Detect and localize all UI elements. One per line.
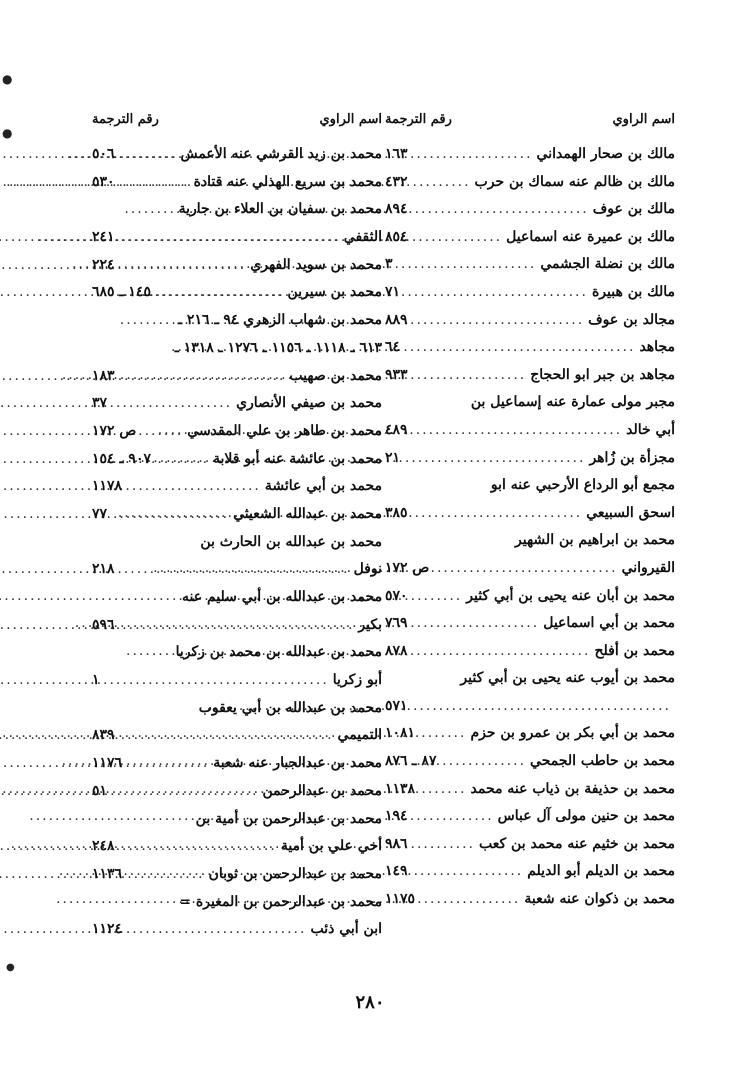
left-entry xyxy=(92,727,382,755)
leader-dots xyxy=(152,783,263,799)
right-column xyxy=(385,105,675,919)
left-entry xyxy=(92,423,382,451)
left-entry xyxy=(92,811,382,839)
margin-mark: ● xyxy=(2,72,13,86)
entry-number: ٥٩٦ xyxy=(92,616,115,633)
left-entry xyxy=(92,451,382,479)
leader-dots xyxy=(445,284,592,300)
left-column-header xyxy=(92,105,382,127)
narrator-name: محمد بن سريع الهذلي عنه قتادة xyxy=(193,173,382,190)
right-entry xyxy=(385,560,675,588)
narrator-name: محمد بن عبدالله بن أبي يعقوب xyxy=(198,699,382,716)
right-entry xyxy=(385,312,675,340)
left-header-number: رقم الترجمة xyxy=(92,112,159,127)
right-entry xyxy=(385,367,675,395)
entry-number: ١٠٨١ xyxy=(385,725,416,742)
entry-number: ٥١ xyxy=(92,782,108,799)
narrator-name: محمد بن ذكوان عنه شعبة xyxy=(524,891,675,908)
margin-mark: ● xyxy=(2,126,13,140)
entry-number: ٣٧ xyxy=(92,395,108,412)
leader-dots xyxy=(445,891,524,907)
narrator-name: محمد بن عبدالرحمن بن ثوبان xyxy=(208,865,382,882)
entry-number: ٥٧١ xyxy=(385,697,408,714)
narrator-name: محمد بن أبي عائشة xyxy=(264,478,382,495)
entry-number: ٨٥٤ xyxy=(385,228,408,245)
left-entry xyxy=(92,368,382,396)
leader-dots xyxy=(152,368,289,384)
entry-number: ٢١٨ xyxy=(92,561,115,578)
leader-dots xyxy=(152,561,354,577)
entry-number: ٢٢٤ xyxy=(92,256,115,273)
leader-dots xyxy=(152,451,213,467)
narrator-name: مجاهد xyxy=(639,339,675,356)
right-entry xyxy=(385,229,675,257)
entry-number: ص ١٧٢ xyxy=(92,422,137,439)
narrator-name: محمد بن سفيان بن العلاء بن جارية xyxy=(178,201,382,218)
entry-number: ٥٧٠ xyxy=(385,587,408,604)
left-entry xyxy=(92,866,382,894)
leader-dots xyxy=(152,478,265,494)
narrator-name: أخي علي بن أمية xyxy=(280,838,382,855)
narrator-name: الثقفي xyxy=(343,229,382,246)
narrator-name: محمد بن سيرين xyxy=(287,284,382,301)
leader-dots xyxy=(445,201,593,217)
entry-number: ٣ xyxy=(385,256,393,273)
narrator-name: مجالد بن عوف xyxy=(588,311,675,328)
right-entry xyxy=(385,394,675,422)
leader-dots xyxy=(445,422,626,438)
right-entry xyxy=(385,339,675,367)
leader-dots xyxy=(445,450,589,466)
narrator-name: محمد بن أبي اسماعيل xyxy=(543,615,675,632)
left-entry xyxy=(92,146,382,174)
leader-dots xyxy=(152,921,310,937)
entry-number: ٥٣٠ xyxy=(92,173,115,190)
leader-dots xyxy=(445,698,675,714)
left-entry xyxy=(92,201,382,229)
narrator-name: محمد بن شهاب الزهري ٩٤ ـ ٢١٦ ـ xyxy=(177,312,382,329)
right-entry xyxy=(385,284,675,312)
right-entry xyxy=(385,477,675,505)
left-entry xyxy=(92,617,382,645)
right-entry xyxy=(385,670,675,698)
entry-number: ٥٠٦ xyxy=(92,146,115,162)
entry-number: ١٨٣ xyxy=(92,367,115,384)
narrator-name: مالك بن ظالم عنه سماك بن حرب xyxy=(474,173,675,190)
leader-dots xyxy=(152,257,250,273)
left-column xyxy=(92,105,382,949)
left-entry xyxy=(92,284,382,312)
narrator-name: ابن أبي ذئب xyxy=(310,921,382,938)
leader-dots xyxy=(445,781,471,797)
right-entry xyxy=(385,450,675,478)
entry-number: ٤٣٢ xyxy=(385,173,408,190)
right-entry xyxy=(385,588,675,616)
leader-dots xyxy=(445,505,586,521)
right-column-header xyxy=(385,105,675,127)
narrator-name: التميمي xyxy=(337,727,382,744)
narrator-name: مجبر مولى عمارة عنه إسماعيل بن xyxy=(470,394,675,411)
leader-dots xyxy=(445,146,537,162)
entry-number: ٩٣٣ xyxy=(385,366,408,383)
entry-number: ٧٦٩ xyxy=(385,615,408,632)
narrator-name: محمد بن عبدالله بن محمد بن زكريا xyxy=(175,644,382,661)
left-entry xyxy=(92,589,382,617)
leader-dots xyxy=(445,808,498,824)
narrator-name: محمد بن حنين مولى آل عباس xyxy=(497,808,675,825)
narrator-name: محمد بن أيوب عنه يحيى بن أبي كثير xyxy=(460,670,675,687)
left-entry xyxy=(92,700,382,728)
right-entry xyxy=(385,615,675,643)
narrator-name: مالك بن عوف xyxy=(592,201,675,218)
leader-dots xyxy=(445,229,506,245)
entry-number: ١٤٩ xyxy=(385,863,408,880)
leader-dots xyxy=(152,229,344,245)
right-entry xyxy=(385,201,675,229)
right-entry xyxy=(385,256,675,284)
right-entry xyxy=(385,753,675,781)
narrator-name: محمد بن حاطب الجمحي xyxy=(530,753,675,770)
leader-dots xyxy=(445,367,530,383)
narrator-name: محمد بن عبدالله بن الحارث بن xyxy=(200,533,382,550)
entry-number: ١٩٤ xyxy=(385,808,408,825)
left-entry xyxy=(92,395,382,423)
narrator-name: محمد بن خثيم عنه محمد بن كعب xyxy=(479,835,675,852)
left-entry xyxy=(92,838,382,866)
left-entry xyxy=(92,561,382,589)
entry-number: ٢١ xyxy=(385,449,401,466)
narrator-name: مالك بن صحار الهمداني xyxy=(536,146,675,162)
leader-dots xyxy=(445,256,540,272)
narrator-name: محمد بن عبدالرحمن xyxy=(262,782,382,799)
right-header-number: رقم الترجمة xyxy=(385,112,452,127)
narrator-name: مالك بن هبيرة xyxy=(591,283,675,300)
entry-number: ٨٩٤ xyxy=(385,201,408,218)
left-entry xyxy=(92,672,382,700)
margin-mark: ● xyxy=(6,962,15,973)
narrator-name: محمد بن طاهر بن علي المقدسي xyxy=(187,422,382,439)
narrator-name: أبي خالد xyxy=(626,421,675,438)
narrator-name: محمد بن عبدالله بن أبي سليم عنه xyxy=(182,589,382,605)
right-entry xyxy=(385,174,675,202)
left-entry xyxy=(92,506,382,534)
right-entry xyxy=(385,781,675,809)
page-number: ٢٨٠ xyxy=(355,992,385,1013)
right-entry xyxy=(385,146,675,174)
right-entry xyxy=(385,891,675,919)
entry-number: ٧١ xyxy=(385,283,401,300)
narrator-name: ٦١٣ ـ ١١١٨ ـ ١١٥٦ ـ ١٢٧٦ ـ ١٣١٨ ـ xyxy=(174,339,382,356)
left-entry xyxy=(92,257,382,285)
entry-number: ٩٨٦ xyxy=(385,835,408,852)
leader-dots xyxy=(445,312,588,328)
entry-number: ١ xyxy=(92,672,100,689)
narrator-name: أبو زكريا xyxy=(332,672,382,689)
leader-dots xyxy=(152,146,180,162)
narrator-name: محمد بن عبدالرحمن بن المغيرة = xyxy=(179,893,382,910)
narrator-name: مجزأة بن زُاهر xyxy=(589,449,675,466)
narrator-name: محمد بن عبدالرحمن بن أمية بن xyxy=(195,810,382,827)
narrator-name: بكير xyxy=(358,616,382,633)
entry-number: ١١٧٨ xyxy=(92,478,123,495)
left-entry xyxy=(92,894,382,922)
leader-dots xyxy=(152,174,194,190)
right-entry xyxy=(385,698,675,726)
entry-number: ١٤٥ ـ ٦٨٥ xyxy=(92,284,151,301)
entry-number: ١٦٣ xyxy=(385,146,408,162)
leader-dots xyxy=(152,506,233,522)
leader-dots xyxy=(445,615,543,631)
narrator-name: محمد بن أبي بكر بن عمرو بن حزم xyxy=(470,725,675,742)
entry-number: ٢٤١ xyxy=(92,229,115,246)
leader-dots xyxy=(152,727,338,743)
narrator-name: اسحق السبيعي xyxy=(586,504,675,521)
narrator-name: محمد بن صيفي الأنصاري xyxy=(236,395,382,412)
leader-dots xyxy=(445,174,475,190)
leader-dots xyxy=(445,588,466,604)
entry-number: ص ١٧٢ xyxy=(385,559,430,576)
leader-dots xyxy=(445,863,527,879)
right-entry xyxy=(385,836,675,864)
leader-dots xyxy=(445,339,639,355)
right-entries xyxy=(385,146,675,919)
leader-dots xyxy=(445,753,530,769)
narrator-name: محمد بن زيد القرشي عنه الأعمش xyxy=(180,146,382,162)
narrator-name: مالك بن عميرة عنه اسماعيل xyxy=(506,228,675,245)
left-header-name: اسم الراوي xyxy=(319,112,382,127)
leader-dots xyxy=(152,838,281,854)
left-entry xyxy=(92,921,382,949)
narrator-name: مجاهد بن جبر ابو الحجاج xyxy=(530,366,675,383)
narrator-name: محمد بن عائشة عنه أبو قلابة xyxy=(213,450,382,467)
left-entry xyxy=(92,534,382,562)
leader-dots xyxy=(152,672,333,688)
right-header-name: اسم الراوي xyxy=(612,112,675,127)
narrator-name: نوفل xyxy=(353,561,382,578)
entry-number: ١١٧٦ xyxy=(92,755,123,772)
left-entry xyxy=(92,644,382,672)
left-entry xyxy=(92,783,382,811)
leader-dots xyxy=(152,755,213,771)
leader-dots xyxy=(152,617,358,633)
narrator-name: محمد بن صهيب xyxy=(289,367,382,384)
entry-number: ٧٧ xyxy=(92,505,108,522)
entry-number: ٤٨٩ xyxy=(385,421,408,438)
narrator-name: محمد بن أفلح xyxy=(594,642,675,659)
narrator-name: محمد بن عبدالجبار عنه شعبة xyxy=(213,755,382,772)
narrator-name: مالك بن نضلة الجشمي xyxy=(540,256,675,273)
leader-dots xyxy=(152,395,236,411)
right-entry xyxy=(385,643,675,671)
left-entry xyxy=(92,478,382,506)
leader-dots xyxy=(152,284,287,300)
entry-number: ٨٧ ـ ٨٧٦ xyxy=(385,753,437,770)
entry-number: ١١٣٦ xyxy=(92,865,123,882)
narrator-name: محمد بن الديلم أبو الديلم xyxy=(527,863,675,880)
narrator-name: محمد بن ابراهيم بن الشهير xyxy=(515,532,675,549)
entry-number: ٨٣٩ xyxy=(92,727,115,744)
narrator-name: محمد بن أبان عنه يحيى بن أبي كثير xyxy=(466,587,675,604)
right-entry xyxy=(385,422,675,450)
entry-number: ٩٠٧ ـ ١٥٤ xyxy=(92,450,151,467)
leader-dots xyxy=(445,725,470,741)
left-entry xyxy=(92,312,382,340)
leader-dots xyxy=(445,836,479,852)
right-entry xyxy=(385,725,675,753)
leader-dots xyxy=(152,423,187,439)
right-entry xyxy=(385,808,675,836)
left-entry xyxy=(92,174,382,202)
entry-number: ٦٤ xyxy=(385,339,401,356)
right-entry xyxy=(385,863,675,891)
entry-number: ٨٧٨ xyxy=(385,642,408,659)
entry-number: ٨٨٩ xyxy=(385,311,408,328)
narrator-name: محمد بن عبدالله الشعيثي xyxy=(233,505,382,522)
narrator-name: محمد بن حذيفة بن ذياب عنه محمد xyxy=(470,780,675,797)
entry-number: ٣٨٥ xyxy=(385,504,408,521)
left-entries xyxy=(92,146,382,949)
entry-number: ٢٤٨ xyxy=(92,838,115,855)
entry-number: ١١٢٤ xyxy=(92,921,123,938)
leader-dots xyxy=(152,866,209,882)
narrator-name: محمد بن سويد الفهري xyxy=(250,256,382,273)
left-entry xyxy=(92,755,382,783)
left-entry xyxy=(92,229,382,257)
right-entry xyxy=(385,505,675,533)
right-entry xyxy=(385,532,675,560)
leader-dots xyxy=(445,560,622,576)
leader-dots xyxy=(445,643,594,659)
entry-number: ١١٣٨ xyxy=(385,780,416,797)
narrator-name: مجمع أبو الرداع الأرحبي عنه ابو xyxy=(490,477,675,494)
entry-number: ١١٧٥ xyxy=(385,891,416,908)
narrator-name: القيرواني xyxy=(621,559,675,576)
left-entry xyxy=(92,340,382,368)
